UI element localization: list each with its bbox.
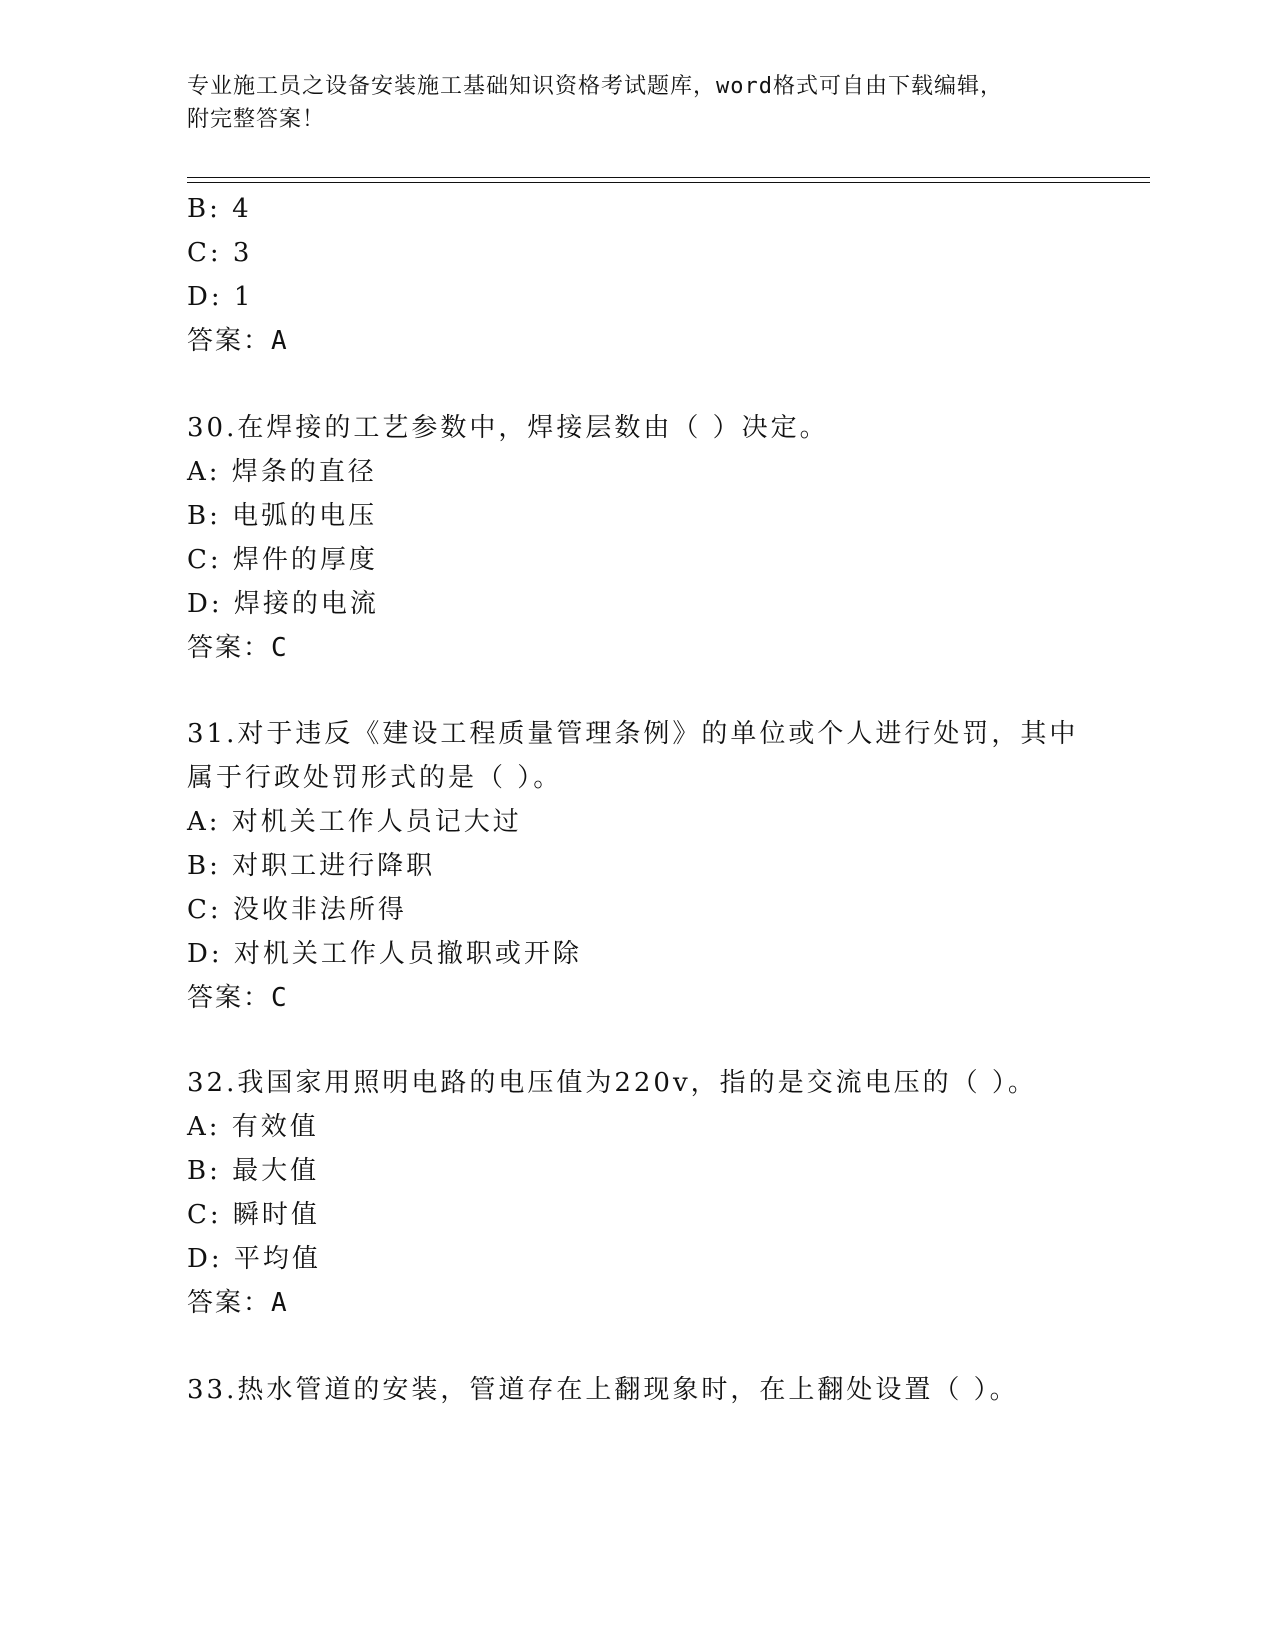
option-c: C: 3: [187, 238, 253, 268]
option-c: C: 焊件的厚度: [187, 545, 378, 575]
question-stem: 32.我国家用照明电路的电压值为220v，指的是交流电压的（ ）。: [187, 1068, 1037, 1098]
option-b: B: 对职工进行降职: [187, 851, 436, 881]
question-stem: 30.在焊接的工艺参数中，焊接层数由（ ）决定。: [187, 413, 829, 443]
header-rule-top: [187, 177, 1150, 178]
question-stem: 33.热水管道的安装，管道存在上翻现象时，在上翻处设置（ ）。: [187, 1375, 1019, 1405]
answer-line: 答案：C: [187, 633, 289, 663]
option-d: D: 1: [187, 282, 254, 312]
option-b: B: 4: [187, 194, 252, 224]
option-d: D: 平均值: [187, 1244, 321, 1274]
answer-line: 答案：A: [187, 326, 289, 356]
option-a: A: 对机关工作人员记大过: [187, 807, 522, 837]
option-c: C: 没收非法所得: [187, 895, 407, 925]
page-header: [187, 70, 1087, 136]
option-d: D: 对机关工作人员撤职或开除: [187, 939, 582, 969]
answer-line: 答案：A: [187, 1288, 289, 1318]
option-c: C: 瞬时值: [187, 1200, 320, 1230]
header-line-2: 附完整答案！: [187, 107, 326, 132]
option-a: A: 有效值: [187, 1112, 319, 1142]
header-line-1: 专业施工员之设备安装施工基础知识资格考试题库，word格式可自由下载编辑，: [187, 74, 1003, 99]
option-b: B: 最大值: [187, 1156, 320, 1186]
option-b: B: 电弧的电压: [187, 501, 378, 531]
question-stem: 31.对于违反《建设工程质量管理条例》的单位或个人进行处罚，其中: [187, 719, 1079, 749]
answer-line: 答案：C: [187, 983, 289, 1013]
header-rule-bottom: [187, 182, 1150, 183]
option-a: A: 焊条的直径: [187, 457, 377, 487]
question-stem-continued: 属于行政处罚形式的是（ ）。: [187, 763, 563, 793]
option-d: D: 焊接的电流: [187, 589, 379, 619]
